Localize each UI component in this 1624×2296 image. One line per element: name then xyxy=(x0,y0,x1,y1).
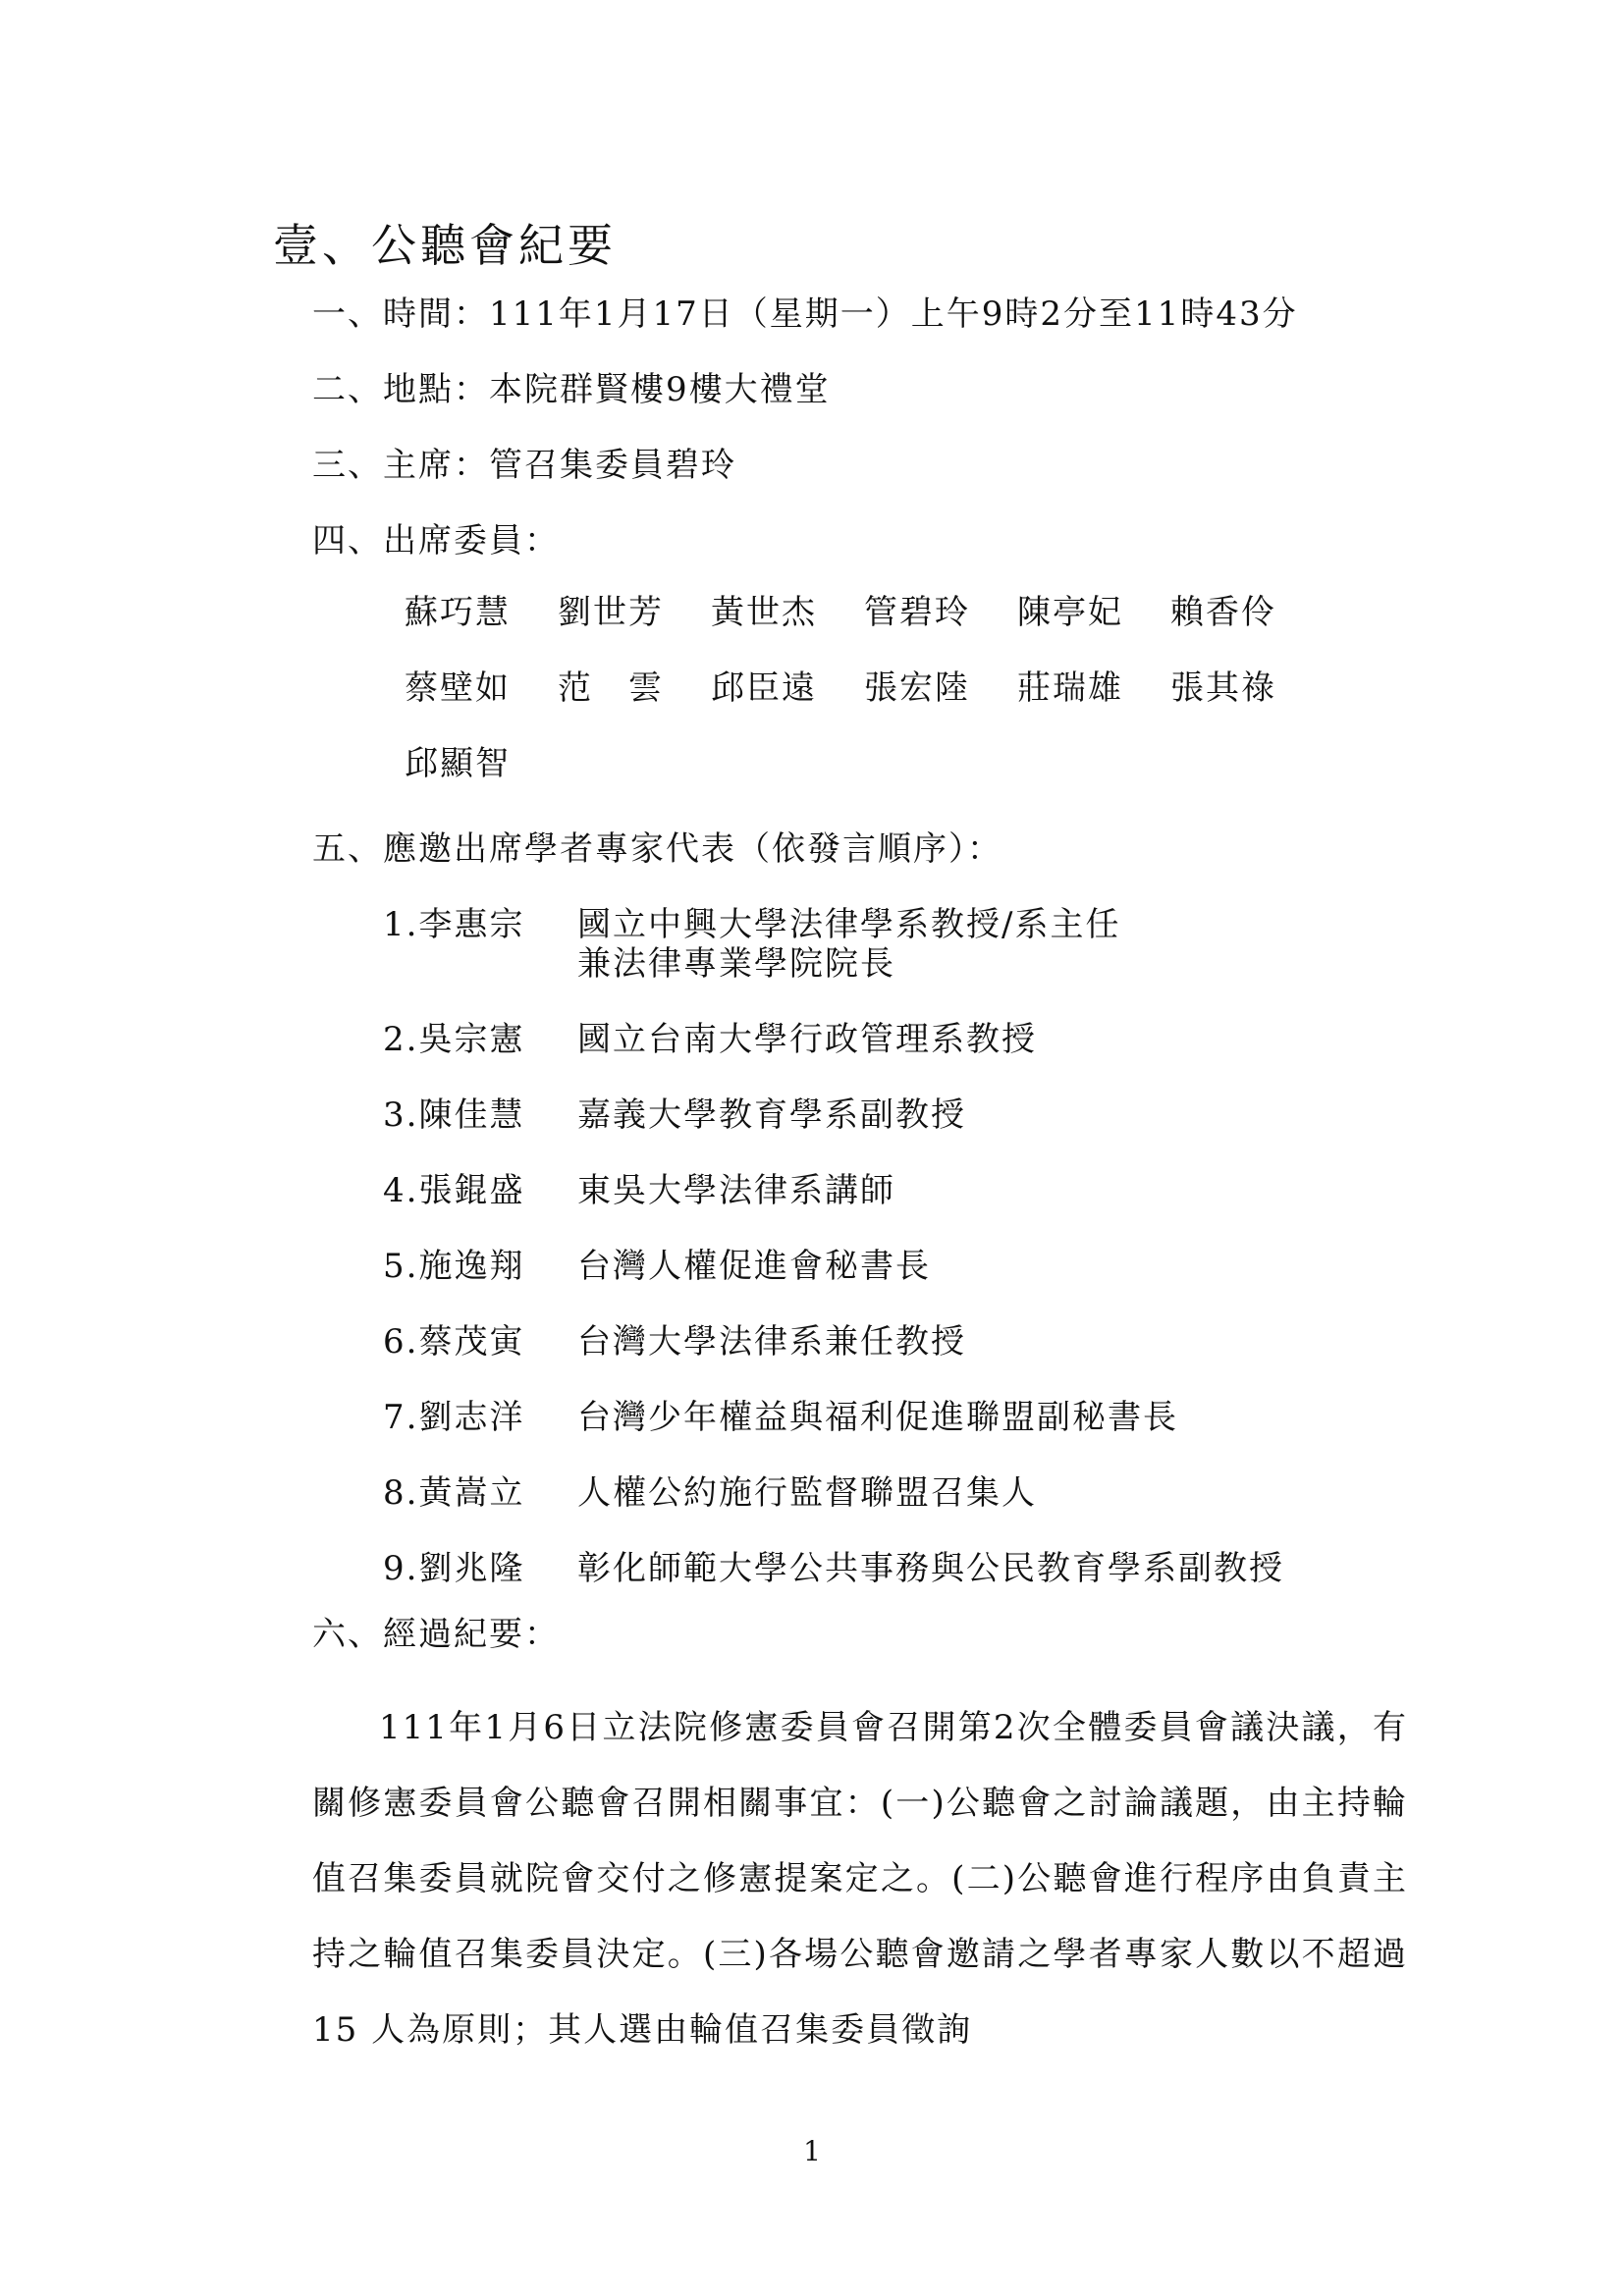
expert-name: 8.黃嵩立 xyxy=(383,1473,525,1513)
expert-title: 台灣少年權益與福利促進聯盟副秘書長 xyxy=(577,1398,1178,1437)
member-name: 蔡壁如 xyxy=(405,668,511,708)
expert-name: 1.李惠宗 xyxy=(383,905,525,944)
member-name: 賴香伶 xyxy=(1170,593,1276,632)
expert-item xyxy=(383,1247,1463,1322)
expert-title-line: 國立中興大學法律學系教授/系主任 xyxy=(577,905,1121,944)
section-title: 壹、公聽會紀要 xyxy=(273,219,617,272)
expert-item xyxy=(383,1020,1463,1095)
experts-heading: 五、應邀出席學者專家代表（依發言順序）： xyxy=(312,829,1002,869)
expert-title-line: 兼法律專業學院院長 xyxy=(577,944,895,984)
expert-name: 3.陳佳慧 xyxy=(383,1095,525,1135)
member-name: 張宏陸 xyxy=(864,668,970,708)
expert-title: 彰化師範大學公共事務與公民教育學系副教授 xyxy=(577,1549,1284,1588)
member-name: 管碧玲 xyxy=(864,593,970,632)
members-heading: 四、出席委員： xyxy=(312,521,560,561)
member-name: 邱臣遠 xyxy=(711,668,817,708)
meeting-chair: 三、主席：管召集委員碧玲 xyxy=(312,446,736,485)
expert-title: 台灣大學法律系兼任教授 xyxy=(577,1322,966,1362)
expert-name: 7.劉志洋 xyxy=(383,1398,525,1437)
summary-heading: 六、經過紀要： xyxy=(312,1615,560,1654)
expert-item xyxy=(383,905,1463,1020)
member-name: 莊瑞雄 xyxy=(1017,668,1123,708)
member-name: 劉世芳 xyxy=(558,593,664,632)
expert-name: 6.蔡茂寅 xyxy=(383,1322,525,1362)
expert-title: 東吳大學法律系講師 xyxy=(577,1171,895,1210)
member-name: 邱顯智 xyxy=(405,744,511,783)
summary-paragraph: 111年1月6日立法院修憲委員會召開第2次全體委員會議決議，有關修憲委員會公聽會召開相關事宜：(一)公聽會之討論議題，由主持輪值召集委員就院會交付之修憲提案定之。(二)公聽會進行程序由負責主持之輪值召集委員決定。(三)各場公聽會邀請之學者專家人數以不超過 15 人為原則；其人選由輪值召集委員徵詢 xyxy=(312,1708,1408,2050)
expert-item xyxy=(383,1095,1463,1171)
experts-list xyxy=(383,905,1463,1625)
expert-title: 台灣人權促進會秘書長 xyxy=(577,1247,931,1286)
members-row xyxy=(405,668,1386,744)
meeting-place: 二、地點：本院群賢樓9樓大禮堂 xyxy=(312,370,831,409)
members-row xyxy=(405,744,1386,820)
expert-item xyxy=(383,1398,1463,1473)
members-list xyxy=(405,593,1386,820)
expert-name: 4.張錕盛 xyxy=(383,1171,525,1210)
expert-title: 人權公約施行監督聯盟召集人 xyxy=(577,1473,1037,1513)
page-number: 1 xyxy=(803,2135,821,2167)
expert-item xyxy=(383,1473,1463,1549)
member-name: 蘇巧慧 xyxy=(405,593,511,632)
expert-name: 5.施逸翔 xyxy=(383,1247,525,1286)
member-name: 黃世杰 xyxy=(711,593,817,632)
expert-title: 嘉義大學教育學系副教授 xyxy=(577,1095,966,1135)
meeting-time: 一、時間：111年1月17日（星期一）上午9時2分至11時43分 xyxy=(312,294,1298,334)
expert-title xyxy=(577,905,1120,1020)
member-name: 張其祿 xyxy=(1170,668,1276,708)
expert-name: 9.劉兆隆 xyxy=(383,1549,525,1588)
member-name: 陳亭妃 xyxy=(1017,593,1123,632)
members-row xyxy=(405,593,1386,668)
expert-item xyxy=(383,1171,1463,1247)
expert-item xyxy=(383,1549,1463,1625)
expert-name: 2.吳宗憲 xyxy=(383,1020,525,1059)
expert-title: 國立台南大學行政管理系教授 xyxy=(577,1020,1037,1059)
expert-item xyxy=(383,1322,1463,1398)
member-name: 范 雲 xyxy=(558,668,664,708)
